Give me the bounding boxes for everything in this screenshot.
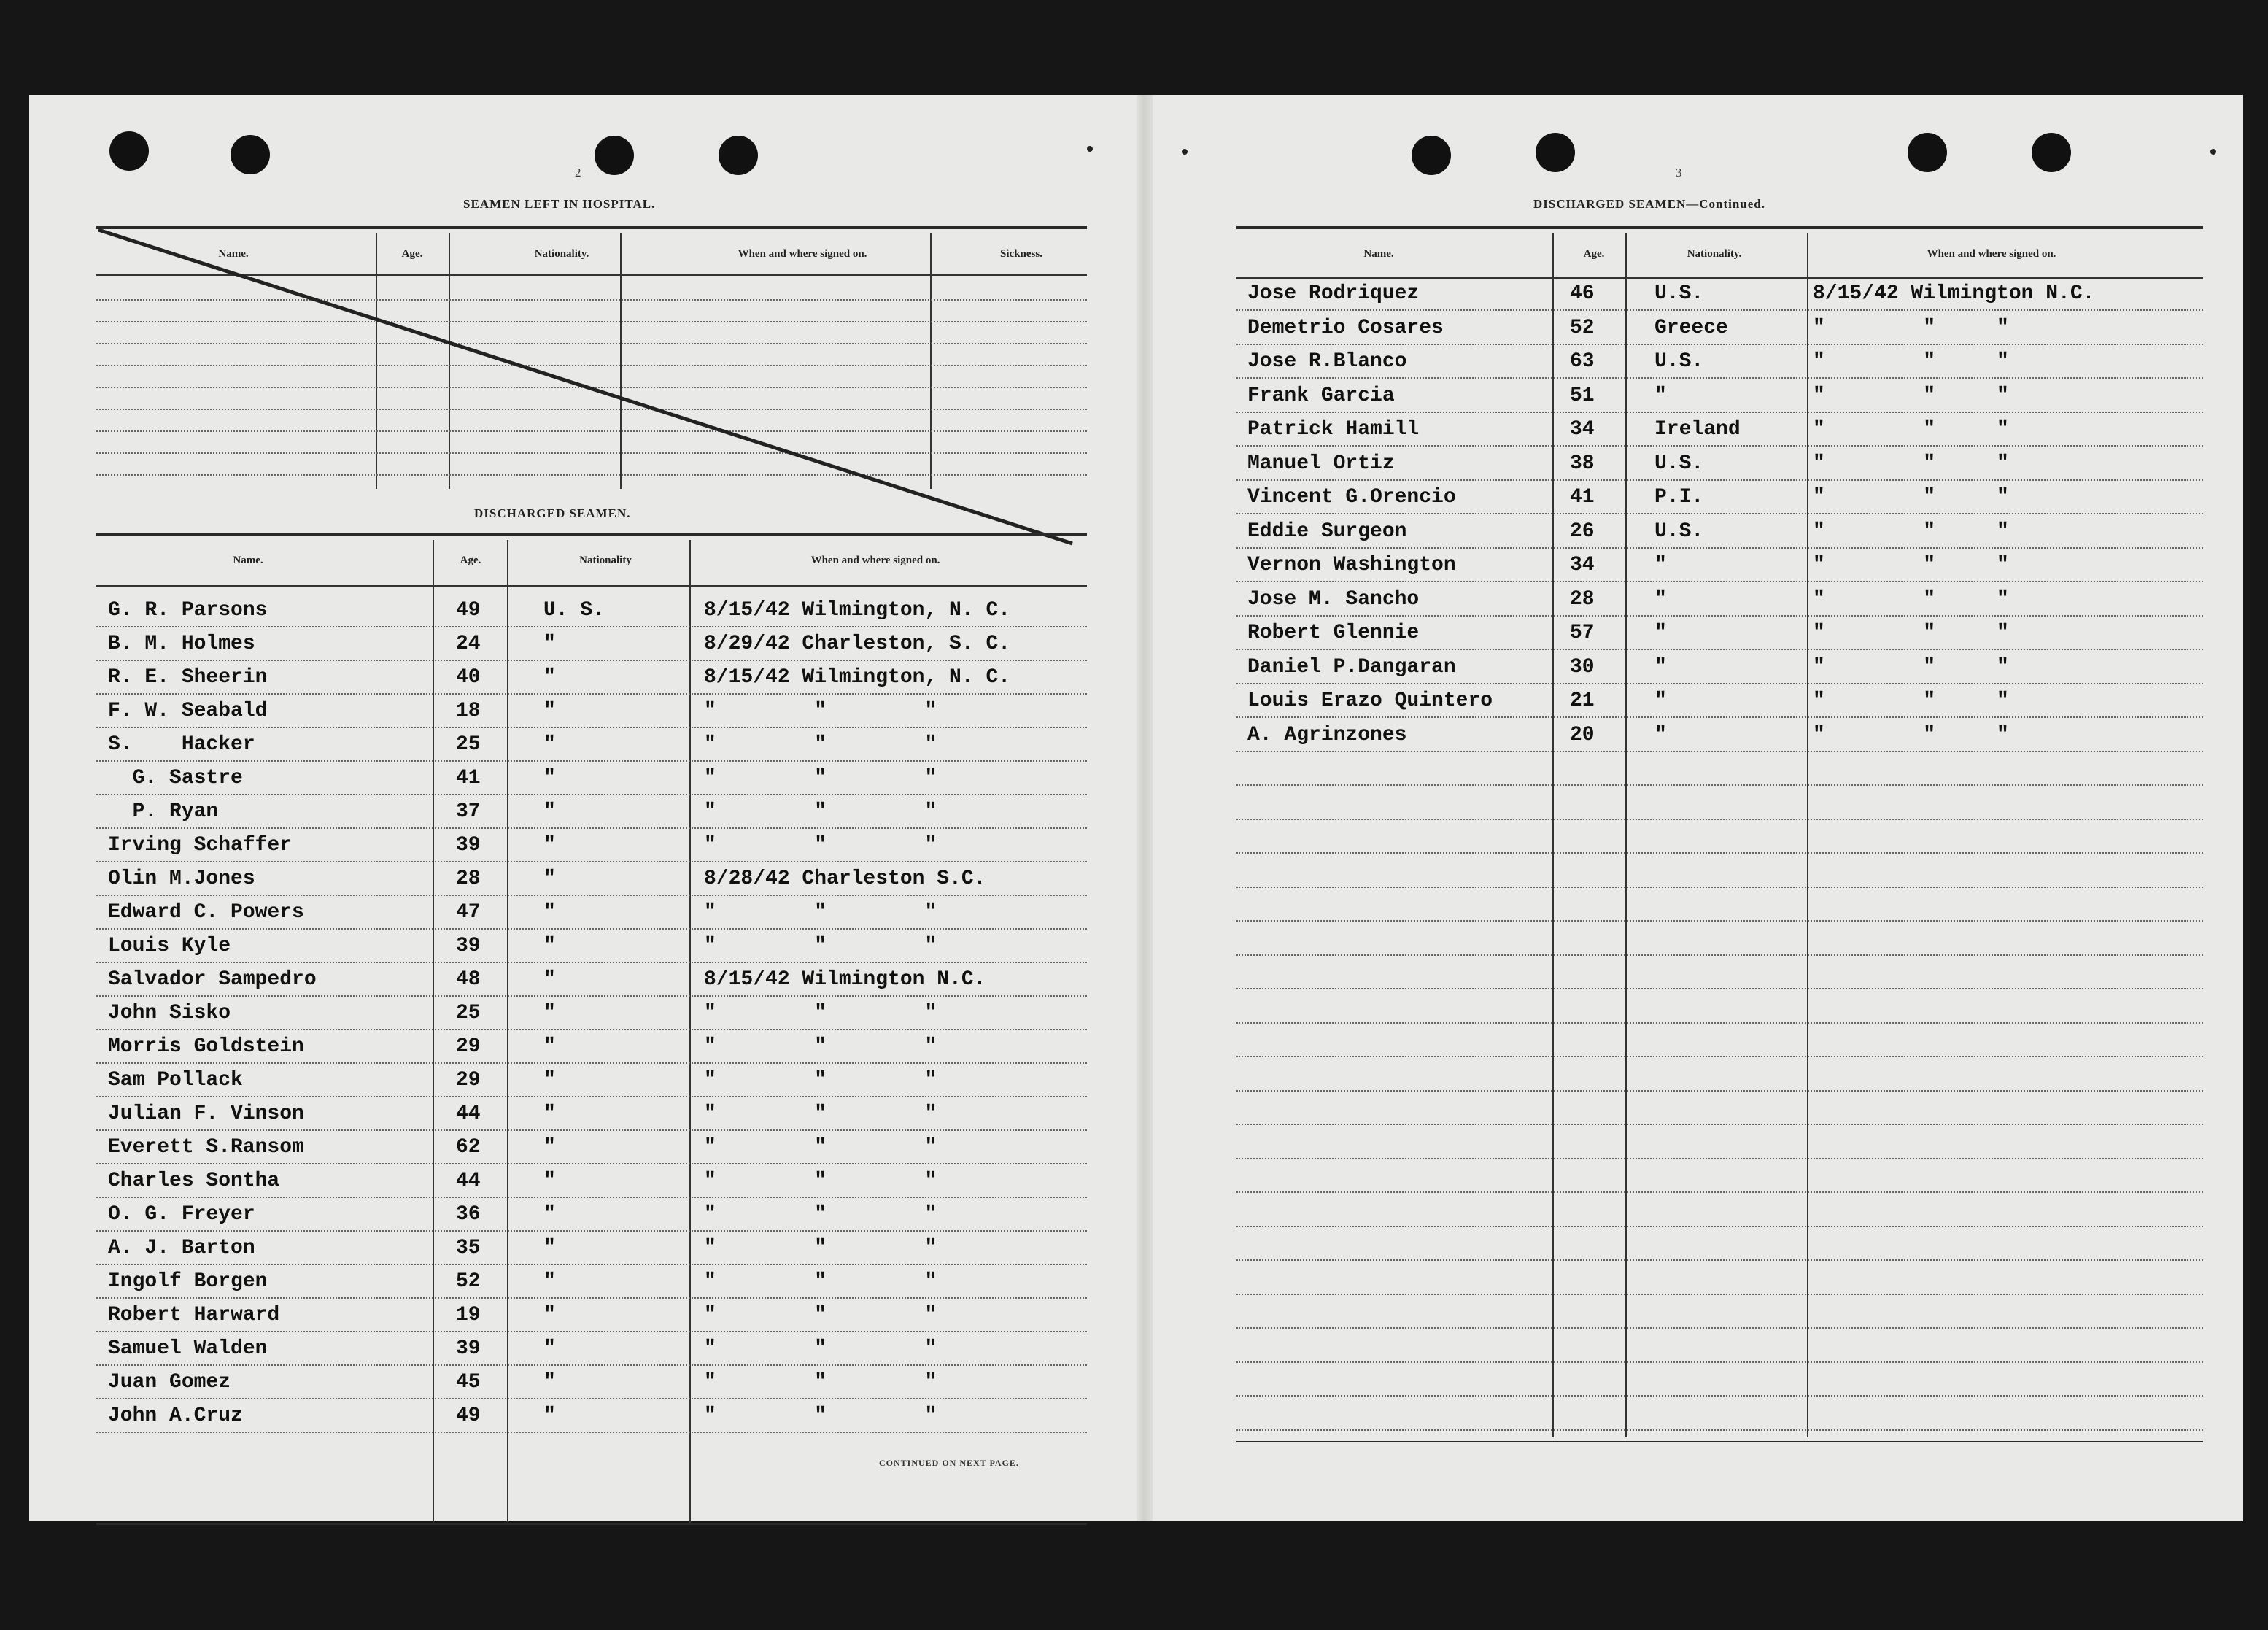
seaman-age: 62 (456, 1136, 481, 1159)
hospital-col-name: Name. (218, 248, 249, 260)
seaman-age: 21 (1570, 690, 1595, 712)
seaman-name: John Sisko (108, 1002, 231, 1024)
ruled-line (1236, 1226, 2203, 1227)
ruled-line (1236, 819, 2203, 820)
ruled-line (96, 660, 1087, 661)
ruled-line (1236, 852, 2203, 854)
ruled-line (1236, 445, 2203, 447)
seaman-age: 44 (456, 1102, 481, 1125)
seaman-signed-on: " " " (704, 1371, 937, 1394)
ruled-line (96, 895, 1087, 896)
ruled-line (1236, 1429, 2203, 1431)
seaman-signed-on: " " " (704, 1069, 937, 1092)
seaman-age: 35 (456, 1237, 481, 1259)
seaman-age: 20 (1570, 723, 1595, 746)
ruled-line (1236, 751, 2203, 752)
seaman-age: 49 (456, 1405, 481, 1427)
seaman-name: Robert Harward (108, 1304, 280, 1326)
seaman-nationality: " (543, 633, 556, 655)
seaman-age: 25 (456, 1002, 481, 1024)
seaman-nationality: " (1654, 587, 1667, 611)
seaman-nationality: Ireland (1654, 418, 1741, 441)
ruled-line (96, 693, 1087, 695)
seaman-signed-on: " " " (1813, 519, 2009, 543)
seaman-nationality: " (543, 935, 556, 957)
seaman-age: 57 (1570, 622, 1595, 644)
seaman-signed-on: " " " (704, 1203, 937, 1226)
ruled-line (96, 1096, 1087, 1097)
seaman-signed-on: " " " (704, 1237, 937, 1259)
seaman-name: Louis Kyle (108, 935, 231, 957)
seaman-name: S. Hacker (108, 733, 255, 756)
seaman-name: Ingolf Borgen (108, 1270, 268, 1293)
seaman-name: Samuel Walden (108, 1337, 268, 1360)
seaman-nationality: " (543, 1035, 556, 1058)
right-page (1153, 95, 2243, 1521)
seaman-name: O. G. Freyer (108, 1203, 255, 1226)
discharged-title: DISCHARGED SEAMEN. (474, 506, 631, 520)
seaman-name: Julian F. Vinson (108, 1102, 304, 1125)
seaman-age: 41 (456, 767, 481, 789)
seaman-nationality: " (543, 700, 556, 722)
seaman-name: Manuel Ortiz (1247, 452, 1395, 475)
seaman-nationality: " (1654, 554, 1667, 576)
seaman-signed-on: " " " (704, 1002, 937, 1024)
seaman-nationality: " (1654, 690, 1667, 712)
seaman-nationality: " (543, 1237, 556, 1259)
seaman-nationality: " (543, 868, 556, 890)
ruled-line (1236, 344, 2203, 345)
seaman-signed-on: " " " (1813, 690, 2009, 712)
seaman-nationality: U.S. (1654, 282, 1704, 305)
seaman-nationality: " (543, 733, 556, 756)
ruled-line (1236, 581, 2203, 582)
seaman-signed-on: " " " (1813, 384, 2009, 407)
seaman-nationality: P.I. (1654, 486, 1704, 509)
seaman-nationality: " (543, 1102, 556, 1125)
seaman-name: Olin M.Jones (108, 868, 255, 890)
seaman-nationality: " (543, 1304, 556, 1326)
seaman-age: 51 (1570, 384, 1595, 407)
seaman-age: 36 (456, 1203, 481, 1226)
seaman-name: Irving Schaffer (108, 834, 293, 857)
seaman-nationality: " (543, 968, 556, 991)
seaman-name: G. Sastre (108, 767, 243, 789)
seaman-age: 52 (1570, 316, 1595, 339)
ruled-line (1236, 1327, 2203, 1329)
seaman-nationality: " (543, 1069, 556, 1092)
right-col-divider (1552, 233, 1554, 1437)
seaman-name: Louis Erazo Quintero (1247, 690, 1493, 712)
seaman-name: Vincent G.Orencio (1247, 486, 1456, 509)
seaman-name: Frank Garcia (1247, 384, 1395, 407)
seaman-age: 28 (1570, 587, 1595, 611)
right-col-age: Age. (1583, 248, 1605, 260)
right-col-divider (1807, 233, 1808, 1437)
ruled-line (96, 1297, 1087, 1299)
ruled-line (96, 1197, 1087, 1198)
seaman-nationality: " (1654, 622, 1667, 644)
ruled-line (1236, 649, 2203, 650)
seaman-name: Eddie Surgeon (1247, 519, 1407, 543)
seaman-age: 30 (1570, 655, 1595, 679)
ruled-line (96, 928, 1087, 930)
seaman-signed-on: " " " (704, 1136, 937, 1159)
seaman-signed-on: 8/15/42 Wilmington, N. C. (704, 599, 1011, 622)
ruled-line (96, 1432, 1087, 1433)
ruled-line (96, 1230, 1087, 1232)
hospital-title: SEAMEN LEFT IN HOSPITAL. (463, 197, 656, 211)
ruled-line (96, 1264, 1087, 1265)
seaman-signed-on: " " " (704, 834, 937, 857)
seaman-signed-on: " " " (1813, 554, 2009, 576)
discharged-col-divider (433, 540, 434, 1525)
seaman-name: Vernon Washington (1247, 554, 1456, 576)
seaman-signed-on: " " " (704, 1102, 937, 1125)
left-page (29, 95, 1123, 1521)
seaman-signed-on: " " " (704, 1405, 937, 1427)
seaman-nationality: " (1654, 655, 1667, 679)
seaman-name: Sam Pollack (108, 1069, 243, 1092)
seaman-age: 38 (1570, 452, 1595, 475)
ruled-line (1236, 954, 2203, 956)
seaman-signed-on: " " " (704, 733, 937, 756)
ruled-line (1236, 1395, 2203, 1397)
seaman-name: R. E. Sheerin (108, 666, 268, 689)
seaman-nationality: U.S. (1654, 452, 1704, 475)
ruled-line (1236, 309, 2203, 311)
hospital-col-nationality: Nationality. (534, 248, 589, 260)
seaman-age: 34 (1570, 418, 1595, 441)
discharged-col-divider (507, 540, 508, 1525)
seaman-name: Jose Rodriquez (1247, 282, 1420, 305)
seaman-age: 48 (456, 968, 481, 991)
seaman-signed-on: 8/29/42 Charleston, S. C. (704, 633, 1011, 655)
seaman-signed-on: " " " (1813, 486, 2009, 509)
seaman-nationality: " (543, 1170, 556, 1192)
ruled-line (96, 827, 1087, 829)
ruled-line (1236, 1361, 2203, 1363)
continued-note: CONTINUED ON NEXT PAGE. (879, 1458, 1019, 1468)
seaman-name: G. R. Parsons (108, 599, 268, 622)
ruled-line (96, 1398, 1087, 1399)
ruled-line (96, 794, 1087, 795)
hospital-col-signed: When and where signed on. (738, 248, 867, 260)
seaman-nationality: U.S. (1654, 350, 1704, 373)
seaman-signed-on: " " " (1813, 418, 2009, 441)
seaman-age: 37 (456, 800, 481, 823)
right-bottom-rule (1236, 1441, 2203, 1442)
seaman-age: 40 (456, 666, 481, 689)
right-col-name: Name. (1363, 248, 1394, 260)
seaman-nationality: " (543, 1270, 556, 1293)
seaman-nationality: " (543, 901, 556, 924)
discharged-header-rule (96, 585, 1087, 587)
ruled-line (1236, 513, 2203, 514)
page-number: 2 (575, 166, 582, 179)
right-top-rule (1236, 226, 2203, 229)
seaman-signed-on: " " " (1813, 622, 2009, 644)
hospital-col-age: Age. (401, 248, 423, 260)
ruled-line (1236, 1022, 2203, 1024)
ruled-line (1236, 1124, 2203, 1125)
seaman-age: 39 (456, 935, 481, 957)
seaman-signed-on: " " " (1813, 452, 2009, 475)
discharged-col-age: Age. (460, 555, 481, 566)
seaman-signed-on: " " " (704, 767, 937, 789)
seaman-signed-on: " " " (704, 935, 937, 957)
discharged-col-name: Name. (233, 555, 263, 566)
ruled-line (96, 727, 1087, 728)
seaman-name: B. M. Holmes (108, 633, 255, 655)
discharged-col-nationality: Nationality (579, 555, 632, 566)
ruled-line (96, 1364, 1087, 1366)
seaman-age: 34 (1570, 554, 1595, 576)
seaman-name: Everett S.Ransom (108, 1136, 304, 1159)
ruled-line (1236, 615, 2203, 617)
seaman-nationality: " (543, 1405, 556, 1427)
ruled-line (1236, 1056, 2203, 1057)
seaman-age: 28 (456, 868, 481, 890)
ruled-line (1236, 988, 2203, 989)
seaman-nationality: " (543, 666, 556, 689)
seaman-name: Robert Glennie (1247, 622, 1420, 644)
seaman-age: 18 (456, 700, 481, 722)
seaman-signed-on: " " " (704, 1304, 937, 1326)
seaman-nationality: " (1654, 723, 1667, 746)
right-col-nationality: Nationality. (1687, 248, 1742, 260)
seaman-nationality: " (543, 1337, 556, 1360)
ruled-line (1236, 683, 2203, 684)
seaman-age: 63 (1570, 350, 1595, 373)
seaman-signed-on: " " " (1813, 316, 2009, 339)
seaman-signed-on: 8/15/42 Wilmington N.C. (1813, 282, 2095, 305)
right-header-rule (1236, 277, 2203, 279)
ruled-line (1236, 412, 2203, 413)
ruled-line (1236, 479, 2203, 481)
seaman-nationality: " (1654, 384, 1667, 407)
discharged-top-rule (96, 533, 1087, 536)
seaman-nationality: " (543, 1002, 556, 1024)
seaman-name: Edward C. Powers (108, 901, 304, 924)
seaman-age: 29 (456, 1035, 481, 1058)
seaman-nationality: " (543, 834, 556, 857)
seaman-signed-on: " " " (704, 1270, 937, 1293)
seaman-age: 19 (456, 1304, 481, 1326)
ruled-line (1236, 1259, 2203, 1261)
seaman-signed-on: " " " (1813, 350, 2009, 373)
seaman-age: 49 (456, 599, 481, 622)
seaman-name: A. J. Barton (108, 1237, 255, 1259)
ruled-line (96, 1163, 1087, 1164)
seaman-name: P. Ryan (108, 800, 219, 823)
seaman-age: 39 (456, 834, 481, 857)
ruled-line (1236, 1294, 2203, 1295)
seaman-name: John A.Cruz (108, 1405, 243, 1427)
ruled-line (96, 1029, 1087, 1030)
seaman-name: Morris Goldstein (108, 1035, 304, 1058)
seaman-nationality: Greece (1654, 316, 1728, 339)
seaman-name: F. W. Seabald (108, 700, 268, 722)
seaman-age: 46 (1570, 282, 1595, 305)
seaman-name: Daniel P.Dangaran (1247, 655, 1456, 679)
seaman-nationality: " (543, 1203, 556, 1226)
seaman-signed-on: 8/28/42 Charleston S.C. (704, 868, 986, 890)
seaman-signed-on: " " " (704, 800, 937, 823)
seaman-name: Jose R.Blanco (1247, 350, 1407, 373)
seaman-nationality: " (543, 767, 556, 789)
seaman-age: 41 (1570, 486, 1595, 509)
seaman-name: Juan Gomez (108, 1371, 231, 1394)
seaman-signed-on: " " " (1813, 587, 2009, 611)
seaman-signed-on: " " " (704, 1035, 937, 1058)
ruled-line (96, 995, 1087, 997)
ruled-line (96, 1062, 1087, 1064)
seaman-signed-on: " " " (704, 700, 937, 722)
seaman-signed-on: 8/15/42 Wilmington N.C. (704, 968, 986, 991)
ruled-line (96, 1129, 1087, 1131)
seaman-name: Demetrio Cosares (1247, 316, 1444, 339)
ruled-line (96, 861, 1087, 862)
discharged-bottom-rule (96, 1523, 1087, 1525)
seaman-signed-on: " " " (704, 901, 937, 924)
seaman-signed-on: " " " (704, 1337, 937, 1360)
seaman-nationality: " (543, 1136, 556, 1159)
ruled-line (1236, 1191, 2203, 1193)
seaman-age: 47 (456, 901, 481, 924)
seaman-nationality: U. S. (543, 599, 605, 622)
seaman-name: Salvador Sampedro (108, 968, 317, 991)
seaman-age: 45 (456, 1371, 481, 1394)
ruled-line (1236, 1158, 2203, 1159)
ruled-line (1236, 1090, 2203, 1092)
seaman-age: 52 (456, 1270, 481, 1293)
seaman-name: A. Agrinzones (1247, 723, 1407, 746)
ruled-line (1236, 377, 2203, 379)
crew-list-sheet (29, 95, 2243, 1521)
seaman-age: 29 (456, 1069, 481, 1092)
ruled-line (96, 626, 1087, 627)
seaman-name: Charles Sontha (108, 1170, 280, 1192)
seaman-age: 44 (456, 1170, 481, 1192)
right-col-divider (1625, 233, 1627, 1437)
discharged-col-signed: When and where signed on. (810, 555, 940, 566)
seaman-age: 39 (456, 1337, 481, 1360)
ruled-line (1236, 716, 2203, 718)
seaman-age: 25 (456, 733, 481, 756)
ruled-line (1236, 887, 2203, 888)
ruled-line (1236, 784, 2203, 786)
seaman-nationality: U.S. (1654, 519, 1704, 543)
hospital-col-sickness: Sickness. (1000, 248, 1042, 260)
discharged-col-divider (689, 540, 691, 1525)
seaman-signed-on: " " " (1813, 655, 2009, 679)
ruled-line (1236, 920, 2203, 922)
seaman-name: Jose M. Sancho (1247, 587, 1420, 611)
seaman-name: Patrick Hamill (1247, 418, 1420, 441)
seaman-age: 24 (456, 633, 481, 655)
ruled-line (96, 760, 1087, 762)
seaman-signed-on: " " " (704, 1170, 937, 1192)
page-fold (1137, 95, 1153, 1521)
seaman-nationality: " (543, 1371, 556, 1394)
page-number: 3 (1676, 166, 1683, 179)
right-page-title: DISCHARGED SEAMEN—Continued. (1533, 197, 1765, 211)
ruled-line (96, 962, 1087, 963)
seaman-signed-on: 8/15/42 Wilmington, N. C. (704, 666, 1011, 689)
seaman-nationality: " (543, 800, 556, 823)
ruled-line (1236, 547, 2203, 549)
seaman-signed-on: " " " (1813, 723, 2009, 746)
seaman-age: 26 (1570, 519, 1595, 543)
right-col-signed: When and where signed on. (1927, 248, 2056, 260)
ruled-line (96, 1331, 1087, 1332)
